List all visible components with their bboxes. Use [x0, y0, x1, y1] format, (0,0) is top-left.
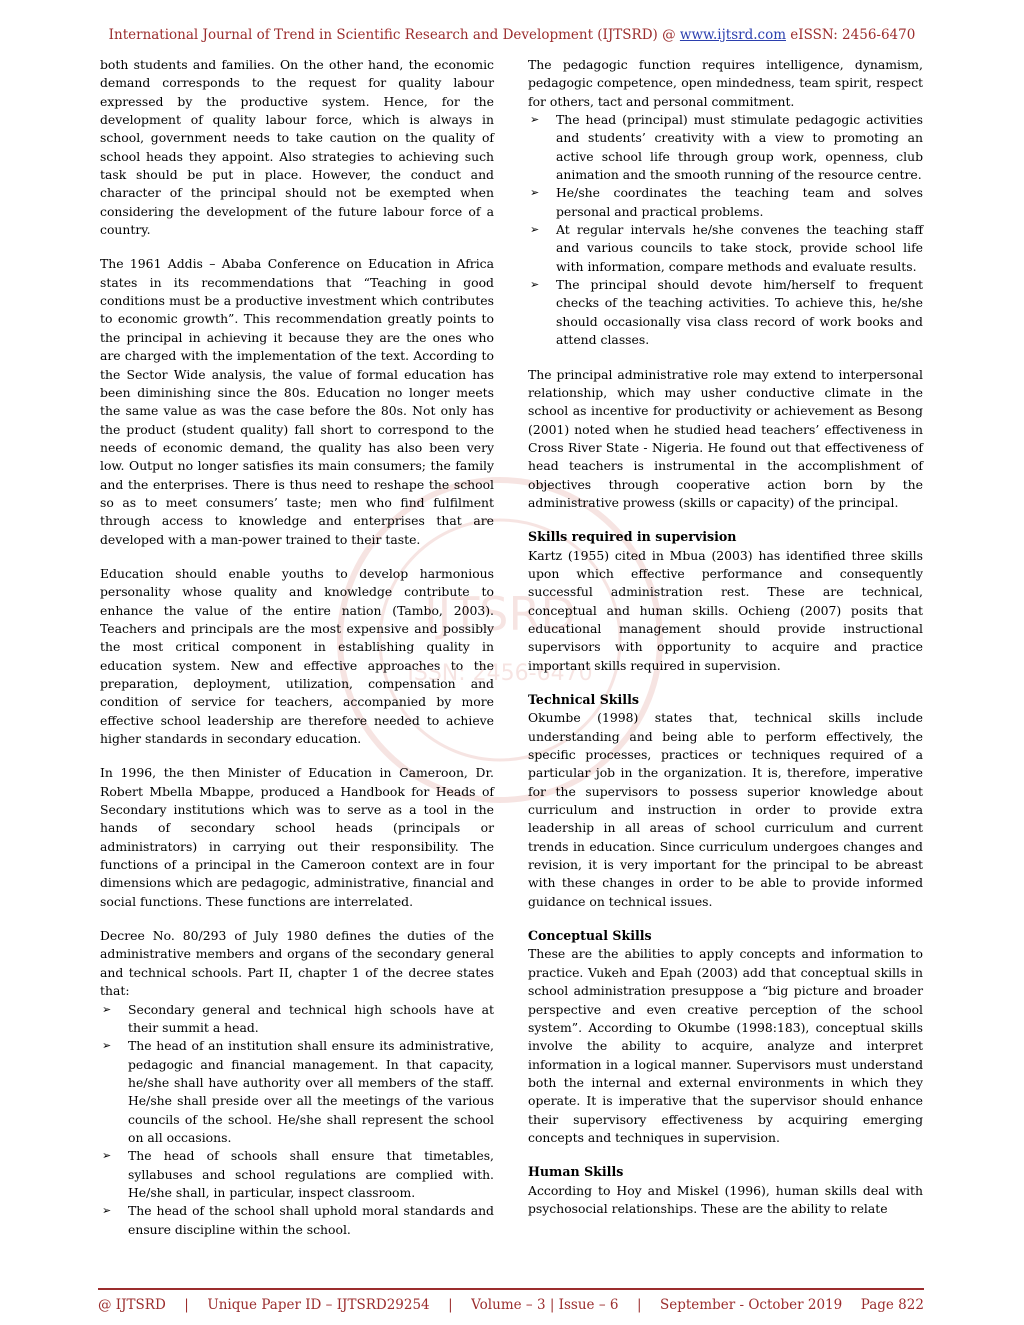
- paragraph-skills-supervision: Kartz (1955) cited in Mbua (2003) has identified three skills upon which effective performance and consequently successful administration rest. These are technical, conceptual and human skills. Ochieng (2007) posits that educational management should provide instructional supervisors with opportunity to acquire and practice important skills required in supervision.: [528, 547, 923, 673]
- left-paragraph-4: In 1996, the then Minister of Education in Cameroon, Dr. Robert Mbella Mbappe, produced a Handbook for Heads of Secondary institutions which was to serve as a tool in the hands of secondary school heads (principals or administrators) in carrying out their responsibility. The functions of a principal in the Cameroon context are in four dimensions which are pedagogic, administrative, financial and social functions. These functions are interrelated.: [100, 765, 494, 909]
- right-paragraph-1: The pedagogic function requires intelligence, dynamism, pedagogic competence, open mindedness, team spirit, respect for others, tact and personal commitment.: [528, 57, 923, 109]
- journal-header: [0, 27, 1024, 43]
- left-column: [100, 56, 494, 1239]
- arrow-bullet-icon: ➢: [102, 1204, 112, 1218]
- arrow-bullet-icon: ➢: [102, 1149, 112, 1163]
- decree-duties-list: [100, 1001, 494, 1239]
- list-item: ➢ The head of the school shall uphold moral standards and ensure discipline within the school.: [102, 1203, 494, 1237]
- list-item: ➢ The head (principal) must stimulate pedagogic activities and students’ creativity with a view to promoting an active school life through group work, openness, club animation and the smooth running of the resource centre.: [530, 112, 923, 183]
- list-item: ➢ He/she coordinates the teaching team and solves personal and practical problems.: [530, 185, 923, 219]
- journal-title: International Journal of Trend in Scientific Research and Development (IJTSRD) @: [108, 27, 676, 43]
- left-paragraph-5: Decree No. 80/293 of July 1980 defines the duties of the administrative members and organs of the secondary general and technical schools. Part II, chapter 1 of the decree states that:: [100, 928, 494, 999]
- heading-human-skills: Human Skills: [528, 1164, 624, 1180]
- pedagogic-function-list: [528, 111, 923, 349]
- paragraph-human-skills: According to Hoy and Miskel (1996), human skills deal with psychosocial relationships. These are the ability to relate: [528, 1182, 923, 1216]
- footer-page-number: Page 822: [860, 1297, 924, 1313]
- footer-separator: |: [636, 1297, 642, 1313]
- right-paragraph-2: The principal administrative role may extend to interpersonal relationship, which may usher conductive climate in the school as incentive for productivity or achievement as Besong (2001) noted when he studied head teachers’ effectiveness in Cross River State - Nigeria. He found out that effectiveness of head teachers is instrumental in the accomplishment of objectives through cooperative action born by the administrative prowess (skills or capacity) of the principal.: [528, 366, 923, 510]
- arrow-bullet-icon: ➢: [530, 278, 540, 292]
- footer-separator: |: [184, 1297, 189, 1313]
- paragraph-conceptual-skills: These are the abilities to apply concepts and information to practice. Vukeh and Epah (2003) add that conceptual skills in school administration presuppose a “big picture and broader perspective and even creative perception of the school system”. According to Okumbe (1998:183), conceptual skills involve the ability to acquire, analyze and interpret information in a logical manner. Supervisors must understand both the internal and external environments in which they operate. It is imperative that the supervisor should enhance their supervisory effectiveness by acquiring emerging concepts and techniques in supervision.: [528, 946, 923, 1145]
- footer-paper-id: Unique Paper ID – IJTSRD29254: [207, 1297, 430, 1313]
- arrow-bullet-icon: ➢: [530, 223, 540, 237]
- list-item: ➢ The head of schools shall ensure that timetables, syllabuses and school regulations are complied with. He/she shall, in particular, inspect classroom.: [102, 1148, 494, 1200]
- paragraph-technical-skills: Okumbe (1998) states that, technical skills include understanding and being able to perform effectively, the specific processes, practices or techniques required of a particular job in the organization. It is, therefore, imperative for the supervisors to possess superior knowledge about curriculum and instruction in order to provide extra leadership in all areas of school curriculum and current trends in education. Since curriculum undergoes changes and revision, it is very important for the principal to be abreast with these changes in order to be able to provide informed guidance on technical issues.: [528, 710, 923, 909]
- arrow-bullet-icon: ➢: [102, 1039, 112, 1053]
- footer-date: September - October 2019: [660, 1297, 843, 1313]
- left-paragraph-1: both students and families. On the other hand, the economic demand corresponds to the request for quality labour expressed by the productive system. Hence, for the development of quality labour force, which is always in school, government needs to take caution on the quality of school heads they appoint. Also strategies to achieving such task should be put in place. However, the conduct and character of the principal should not be exempted when considering the development of the future labour force of a country.: [100, 57, 494, 238]
- heading-skills-supervision: Skills required in supervision: [528, 529, 737, 545]
- footer-volume-issue: Volume – 3 | Issue – 6: [471, 1297, 619, 1313]
- arrow-bullet-icon: ➢: [102, 1002, 112, 1016]
- list-item: ➢ The head of an institution shall ensure its administrative, pedagogic and financial management. In that capacity, he/she shall have authority over all members of the staff. He/she shall preside over all the meetings of the various councils of the school. He/she shall represent the school on all occasions.: [102, 1038, 494, 1145]
- list-item: ➢ Secondary general and technical high schools have at their summit a head.: [102, 1001, 494, 1035]
- page-footer: [98, 1297, 924, 1313]
- arrow-bullet-icon: ➢: [530, 113, 540, 127]
- footer-divider: [98, 1288, 924, 1290]
- journal-issn: eISSN: 2456-6470: [790, 27, 916, 43]
- arrow-bullet-icon: ➢: [530, 186, 540, 200]
- right-column: [528, 56, 923, 1218]
- footer-separator: |: [448, 1297, 453, 1313]
- heading-conceptual-skills: Conceptual Skills: [528, 928, 652, 944]
- heading-technical-skills: Technical Skills: [528, 692, 639, 707]
- list-item: ➢ At regular intervals he/she convenes the teaching staff and various councils to take stock, provide school life with information, compare methods and evaluate results.: [530, 222, 923, 274]
- footer-publisher: @ IJTSRD: [98, 1297, 166, 1313]
- list-item: ➢ The principal should devote him/herself to frequent checks of the teaching activities. To achieve this, he/she should occasionally visa class record of work books and attend classes.: [530, 277, 923, 348]
- journal-url-link[interactable]: www.ijtsrd.com: [679, 27, 786, 43]
- watermark-issn: ISSN: 2456-6470: [407, 661, 593, 686]
- watermark-text: IJTSRD: [424, 587, 576, 641]
- left-paragraph-2: The 1961 Addis – Ababa Conference on Education in Africa states in its recommendations that “Teaching in good conditions must be a productive investment which contributes to economic growth”. This recommendation greatly points to the principal in achieving it because they are the ones who are charged with the implementation of the text. According to the Sector Wide analysis, the value of formal education has been diminishing since the 80s. Education no longer meets the same value as was the case before the 80s. Not only has the product (student quality) fall short to correspond to the needs of economic demand, the quality has also been very low. Output no longer satisfies its main consumers; the family and the enterprises. There is thus need to reshape the school so as to meet consumers’ taste; men who find fulfilment through access to knowledge and enterprises that are developed with a man-power trained to their taste.: [100, 256, 494, 547]
- left-paragraph-3: Education should enable youths to develop harmonious personality whose quality and knowledge contribute to enhance the value of the entire nation (Tambo, 2003). Teachers and principals are the most expensive and possibly the most critical component in establishing quality in education system. New and effective approaches to the preparation, deployment, utilization, compensation and condition of service for teachers, accompanied by more effective school leadership are therefore needed to achieve higher standards in secondary education.: [100, 565, 494, 747]
